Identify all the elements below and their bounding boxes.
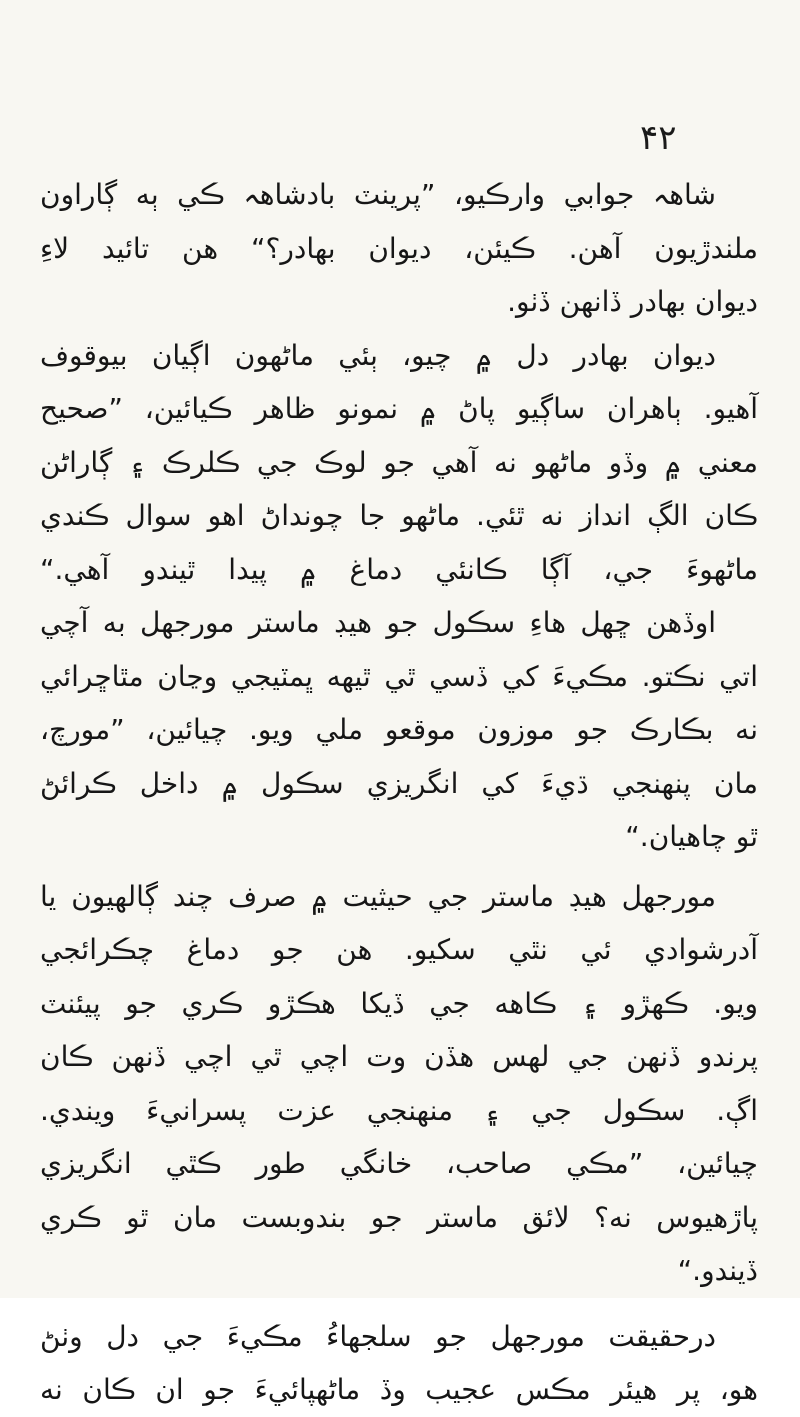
text-line-23: هو، پر هيئر مڪس عجيب وڏ ماڻهپائيءَ جو ان ڪان نه bbox=[40, 1373, 758, 1406]
paragraph-spacer bbox=[40, 1298, 758, 1310]
text-line-12: مان پنهنجي ڌيءَ کي انگريزي سڪول ۾ داخل ڪرائڻ bbox=[40, 766, 758, 800]
document-body bbox=[40, 168, 758, 1417]
text-line-4: ديوان بهادر دل ۾ چيو، ٻئي ماڻهون اڳيان بيوقوف bbox=[40, 338, 716, 372]
paragraph-5 bbox=[40, 1310, 758, 1417]
text-line-20: پاڙهيوس نه؟ لائق ماستر جو بندوبست مان ٿو ڪري bbox=[40, 1200, 758, 1234]
text-line-6: معني ۾ وڏو ماڻهو نه آهي جو لوڪ جي ڪلرڪ ۽ ڳاراڻن bbox=[40, 445, 758, 479]
text-line-13: ٿو چاهيان.“ bbox=[625, 820, 758, 853]
text-line-21: ڏيندو.“ bbox=[677, 1254, 758, 1287]
text-line-9: اوڏهن ڇهل هاءِ سڪول جو هيڊ ماستر مورجهل به آچي bbox=[40, 606, 716, 639]
text-line-10: اتي نڪتو. مڪيءَ کي ڏسي ٿي ٿيهه ڀمٽيجي وڃان مٿاڇرائي bbox=[40, 659, 758, 693]
paragraph-4 bbox=[40, 870, 758, 1298]
paragraph-2 bbox=[40, 329, 758, 597]
text-line-17: پرندو ڏنهن جي لهس هڏن وت اچي ٿي اچي ڏنهن ڪان bbox=[40, 1040, 758, 1073]
text-line-11: نه بڪارڪ جو موزون موقعو ملي ويو. چيائين، ”مورچ، bbox=[40, 713, 758, 746]
text-line-14: مورجهل هيڊ ماستر جي حيثيت ۾ صرف چند ڳالهيون يا bbox=[40, 879, 716, 913]
text-line-18: اڳ. سڪول جي ۽ منهنجي عزت پسرانيءَ ويندي. bbox=[40, 1093, 758, 1127]
text-line-8: ماڻهوءَ جي، آڳا ڪانئي دماغ ۾ پيدا ٿيندو آهي.“ bbox=[40, 552, 758, 586]
paragraph-1 bbox=[40, 168, 758, 329]
text-line-2: ملندڙيون آهن. ڪيئن، ديوان بهادر؟“ هن تائيد لاءِ bbox=[40, 231, 758, 265]
page-number: ۴۲ bbox=[640, 118, 677, 158]
text-line-16: ويو. ڪهڙو ۽ ڪاهه جي ڏيکا هڪڙو ڪري جو پيئنٽ bbox=[40, 986, 758, 1020]
text-line-7: ڪان الڳ انداز نه ٿئي. ماڻهو جا چونداڻ اهو سوال ڪندي bbox=[40, 499, 758, 532]
text-line-3: ديوان بهادر ڏانهن ڏٺو. bbox=[507, 285, 758, 318]
text-line-1: شاهہ جوابي وارڪيو، ”پرينٽ بادشاهہ ڪي ٻه ڳاراون bbox=[40, 178, 716, 211]
text-line-15: آدرشوادي ئي نٿي سکيو. هن جو دماغ چڪرائجي bbox=[40, 933, 758, 966]
text-line-5: آهيو. ٻاهران ساڳيو پاڻ ۾ نمونو ظاهر ڪيائين، ”صحيح bbox=[40, 392, 758, 425]
paragraph-3 bbox=[40, 596, 758, 864]
text-line-19: چيائين، ”مڪي صاحب، خانگي طور ڪٿي انگريزي bbox=[40, 1147, 758, 1180]
text-line-22: درحقيقت مورجهل جو سلجهاءُ مڪيءَ جي دل وٺڻ bbox=[40, 1319, 716, 1353]
